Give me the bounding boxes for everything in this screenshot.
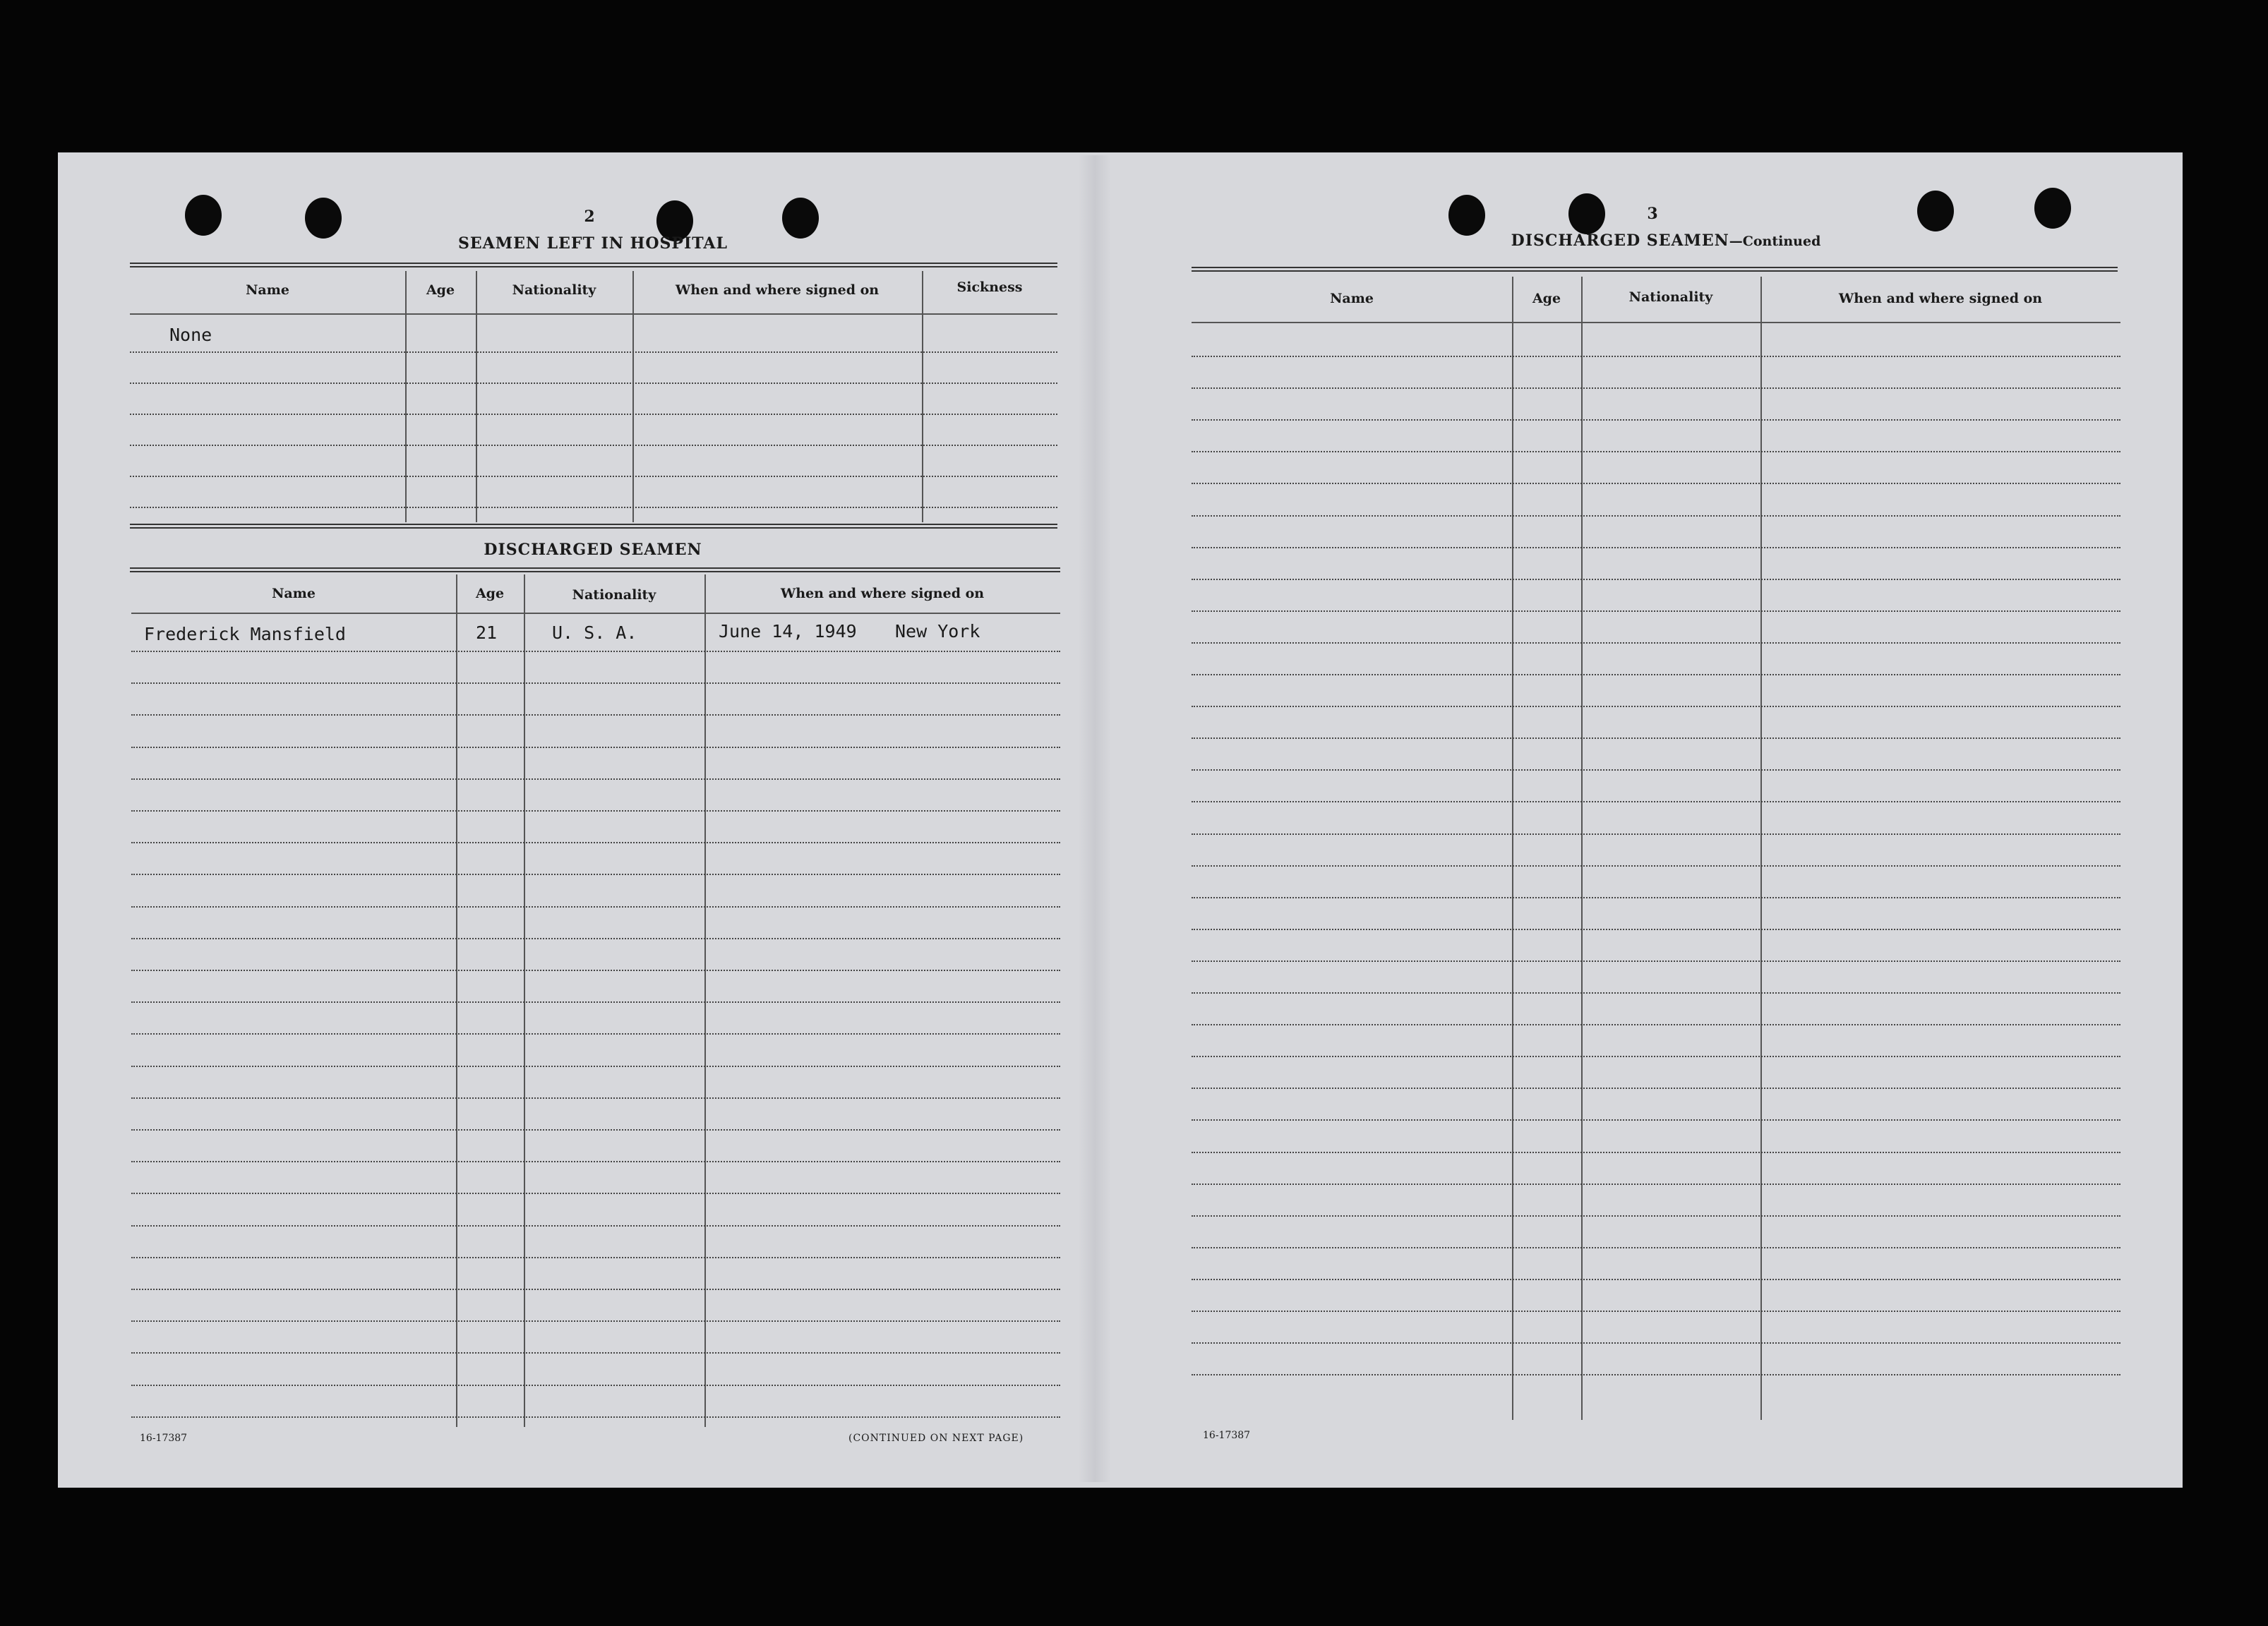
discharged-table — [131, 573, 1060, 1428]
table-row — [131, 1320, 1060, 1322]
punch-hole-icon — [305, 198, 342, 239]
table-row — [1192, 1184, 2120, 1185]
section-title-discharged-continued — [1440, 231, 1892, 250]
table-row — [1192, 1024, 2120, 1025]
table-row — [130, 383, 1057, 384]
table-row — [131, 842, 1060, 843]
header-rule — [130, 567, 1060, 572]
column-header-age: Age — [426, 282, 455, 298]
table-row — [1192, 1374, 2120, 1375]
table-row — [1192, 1119, 2120, 1121]
header-underline — [1192, 322, 2120, 323]
table-row — [131, 651, 1060, 652]
table-row — [131, 1225, 1060, 1227]
column-header-nationality: Nationality — [1628, 289, 1713, 305]
table-row — [131, 778, 1060, 780]
column-header-name: Name — [1330, 291, 1374, 306]
header-underline — [131, 613, 1060, 614]
column-header-name: Name — [272, 586, 316, 601]
table-cell-signed-on-date: June 14, 1949 — [719, 621, 857, 642]
column-divider — [632, 271, 634, 522]
page-number: 2 — [584, 207, 595, 226]
discharged-continued-table — [1192, 272, 2120, 1423]
page-number: 3 — [1647, 205, 1658, 223]
table-row — [1192, 1215, 2120, 1217]
table-cell-nationality: U. S. A. — [552, 622, 637, 643]
table-row — [131, 1001, 1060, 1003]
table-row — [1192, 737, 2120, 739]
table-row — [131, 906, 1060, 908]
punch-hole-icon — [2034, 188, 2071, 229]
column-header-nationality: Nationality — [572, 587, 656, 603]
column-header-age: Age — [1532, 291, 1561, 306]
column-divider — [1512, 277, 1513, 1420]
punch-hole-icon — [782, 198, 819, 239]
table-row — [130, 414, 1057, 415]
form-number: 16-17387 — [1203, 1430, 1251, 1441]
table-row — [1192, 483, 2120, 484]
table-row — [1192, 1247, 2120, 1248]
table-row — [1192, 515, 2120, 517]
column-header-name: Name — [246, 282, 289, 298]
table-row — [1192, 419, 2120, 421]
table-row — [130, 351, 1057, 353]
table-row — [131, 1066, 1060, 1067]
table-row — [1192, 451, 2120, 452]
column-divider — [1760, 277, 1762, 1420]
table-row — [131, 747, 1060, 748]
table-row — [1192, 1279, 2120, 1280]
table-row — [1192, 769, 2120, 771]
table-row — [1192, 865, 2120, 867]
table-row — [131, 970, 1060, 971]
table-row — [131, 1352, 1060, 1354]
form-number: 16-17387 — [140, 1433, 188, 1444]
column-divider — [456, 574, 457, 1427]
table-row — [131, 1385, 1060, 1386]
table-row — [1192, 992, 2120, 994]
header-underline — [130, 313, 1057, 315]
table-row — [131, 1161, 1060, 1162]
section-title-discharged: DISCHARGED SEAMEN — [484, 541, 702, 559]
column-header-signed-on: When and where signed on — [675, 282, 880, 298]
table-row — [131, 1097, 1060, 1099]
table-row — [1192, 610, 2120, 612]
table-row — [1192, 1088, 2120, 1089]
table-row — [131, 714, 1060, 716]
table-row — [1192, 1311, 2120, 1312]
table-row — [1192, 547, 2120, 548]
punch-hole-icon — [1568, 193, 1605, 234]
table-row — [131, 1416, 1060, 1418]
table-row — [131, 874, 1060, 875]
table-row — [1192, 1152, 2120, 1153]
column-divider — [476, 271, 477, 522]
column-divider — [405, 271, 407, 522]
table-row — [1192, 801, 2120, 802]
table-row — [1192, 1056, 2120, 1057]
column-header-nationality: Nationality — [512, 282, 596, 298]
table-row — [1192, 642, 2120, 644]
title-suffix: —Continued — [1729, 234, 1821, 249]
table-cell-age: 21 — [476, 622, 498, 643]
table-row — [131, 1129, 1060, 1131]
page-fold — [1079, 155, 1111, 1482]
column-header-signed-on: When and where signed on — [780, 586, 985, 601]
column-header-sickness: Sickness — [956, 279, 1023, 295]
table-row — [130, 507, 1057, 508]
table-row — [1192, 387, 2120, 389]
table-row — [1192, 897, 2120, 898]
punch-hole-icon — [1448, 195, 1485, 236]
column-divider — [922, 271, 923, 522]
table-cell-name: None — [169, 325, 212, 345]
table-row — [1192, 960, 2120, 962]
table-row — [1192, 1342, 2120, 1344]
table-row — [131, 1193, 1060, 1194]
table-row — [131, 1033, 1060, 1035]
column-divider — [704, 574, 706, 1427]
table-row — [131, 1257, 1060, 1258]
table-row — [1192, 706, 2120, 707]
table-row — [1192, 833, 2120, 835]
punch-hole-icon — [185, 195, 222, 236]
header-rule — [1192, 267, 2118, 272]
section-title-hospital: SEAMEN LEFT IN HOSPITAL — [458, 234, 728, 253]
section-rule — [130, 524, 1057, 529]
table-row — [131, 682, 1060, 684]
column-divider — [1581, 277, 1583, 1420]
column-divider — [524, 574, 525, 1427]
table-row — [130, 476, 1057, 477]
table-row — [131, 1289, 1060, 1290]
table-row — [1192, 579, 2120, 580]
hospital-table — [130, 267, 1057, 522]
punch-hole-icon — [1917, 191, 1954, 231]
table-row — [131, 938, 1060, 939]
continued-note: (CONTINUED ON NEXT PAGE) — [848, 1433, 1024, 1444]
table-row — [130, 445, 1057, 446]
column-header-age: Age — [475, 586, 505, 601]
table-cell-name: Frederick Mansfield — [144, 624, 346, 644]
table-row — [1192, 356, 2120, 357]
column-header-signed-on: When and where signed on — [1838, 291, 2043, 306]
table-cell-signed-on-place: New York — [895, 621, 980, 642]
table-row — [1192, 674, 2120, 675]
title-text: DISCHARGED SEAMEN — [1511, 231, 1729, 250]
table-row — [131, 810, 1060, 812]
table-row — [1192, 929, 2120, 930]
